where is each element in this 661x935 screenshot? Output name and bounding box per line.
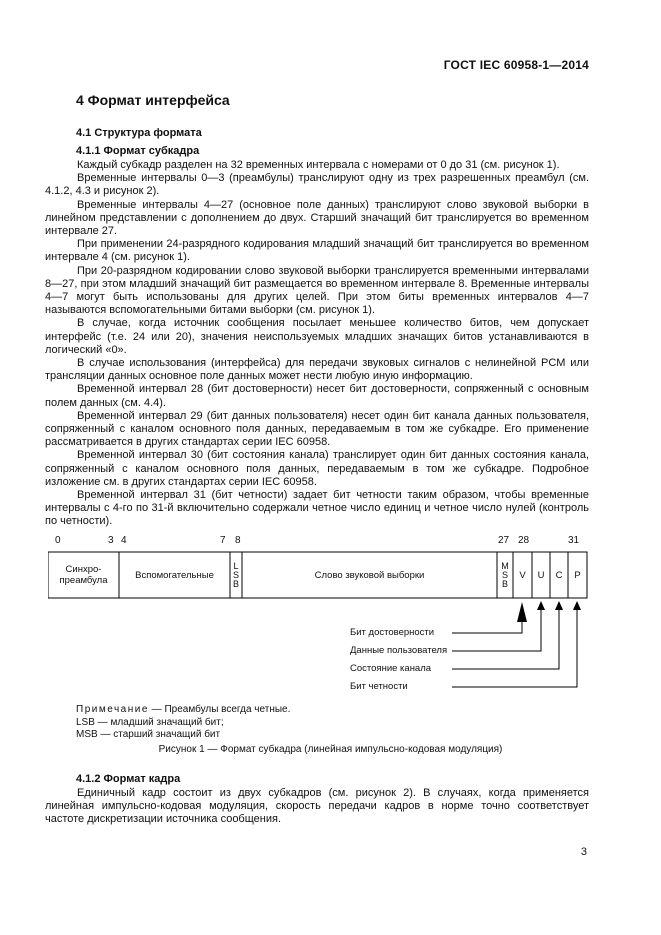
body-text [45, 159, 589, 529]
page-number: 3 [580, 846, 587, 858]
bit-number: 28 [518, 535, 530, 546]
legend-validity: Бит достоверности [350, 627, 435, 638]
paragraph: Временной интервал 29 (бит данных пользователя) несет один бит канала данных пользователя, сопряженный с каналом основного поля данных, передаваемым в том же субкадре. Его применение рассматривается в других стандартах серии IEC 60958. [45, 409, 589, 449]
note-prefix: Примечание [76, 704, 149, 715]
note-line: MSB — старший значащий бит [76, 729, 221, 740]
paragraph: При 20-разрядном кодировании слово звуковой выборки транслируется временными интервалами 8—27, при этом младший значащий бит размещается во временном интервале 8. Временные интервалы 4—7 могут быть использованы для других целей. При этом биты временных интервалов 4—7 называются вспомогательными битами выборки (см. рисунок 1). [45, 264, 589, 317]
document-header: ГОСТ IEC 60958-1—2014 [443, 58, 589, 72]
bit-number: 31 [568, 535, 580, 546]
figure-caption: Рисунок 1 — Формат субкадра (линейная импульсно-кодовая модуляция) [158, 744, 503, 755]
paragraph: Временные интервалы 4—27 (основное поле данных) транслируют слово звуковой выборки в линейном представлении с дополнением до двух. Старший значащий бит транслируется во временном интервале 27. [45, 198, 589, 238]
figure-note [76, 704, 290, 742]
validity-bit-field: V [519, 569, 526, 581]
paragraph: В случае использования (интерфейса) для передачи звуковых сигналов с нелинейной PCM или трансляции данных основное поле данных может нести любую иную информацию. [45, 357, 589, 383]
sync-preamble-field: Синхро- преамбула [59, 564, 108, 586]
msb-field [497, 552, 513, 598]
paragraph: Временной интервал 28 (бит достоверности) несет бит достоверности, сопряженный с основным полем данных (см. 4.4). [45, 383, 589, 409]
bit-number: 0 [55, 535, 61, 546]
section-title: 4 Формат интерфейса [76, 92, 230, 108]
bit-number: 3 [108, 535, 114, 546]
audio-sample-field: Слово звуковой выборки [314, 569, 425, 581]
bit-number: 8 [235, 535, 241, 546]
legend-user-data: Данные пользователя [350, 645, 448, 656]
user-data-bit-field: U [537, 569, 545, 581]
paragraph: В случае, когда источник сообщения посылает меньшее количество битов, чем допускает интерфейс (т.е. 24 или 20), значения неиспользуемых младших значащих битов устанавливаются в логический «0». [45, 317, 589, 356]
msb-letter: M [501, 560, 509, 571]
legend-channel-status: Состояние канала [350, 663, 432, 674]
subsection-title: 4.1 Структура формата [76, 127, 202, 139]
paragraph: Временные интервалы 0—3 (преамбулы) транслируют одну из трех разрешенных преамбул (см. 4.1.2, 4.3 и рисунок 2). [45, 172, 589, 198]
channel-status-bit-field: C [555, 569, 563, 581]
paragraph: Временной интервал 30 (бит состояния канала) транслирует один бит данных состояния канала, сопряженный с каналом основного поля данных, передаваемым в том же субкадре. Подробное изложение см. в других стандартах серии IEC 60958. [45, 449, 589, 488]
lsb-letter: B [232, 578, 239, 589]
paragraph: При применении 24-разрядного кодирования младший значащий бит транслируется во временном интервале 4 (см. рисунок 1). [45, 238, 589, 264]
bit-number: 7 [220, 535, 226, 546]
auxiliary-field: Вспомогательные [135, 569, 214, 581]
parity-bit-field: P [574, 569, 581, 581]
paragraph: Единичный кадр состоит из двух субкадров (см. рисунок 2). В случаях, когда применяется линейная импульсно-кодовая модуляция, скорость передачи кадров в норме точно соответствует частоте дискретизации источника сообщения. [45, 787, 589, 826]
msb-letter: S [501, 569, 508, 580]
lsb-letter: L [233, 560, 239, 571]
bit-number: 27 [498, 535, 510, 546]
body-text [45, 787, 589, 827]
paragraph: Временной интервал 31 (бит четности) задает бит четности таким образом, чтобы временные интервалы с 4-го по 31-й включительно содержали четное число единиц и четное число нулей (контроль по четности). [45, 489, 589, 528]
paragraph: Каждый субкадр разделен на 32 временных интервала с номерами от 0 до 31 (см. рисунок 1). [77, 159, 560, 171]
msb-letter: B [501, 578, 508, 589]
lsb-field [230, 552, 242, 598]
subsubsection-title: 4.1.2 Формат кадра [76, 773, 181, 785]
subsubsection-title: 4.1.1 Формат субкадра [76, 145, 200, 157]
bit-number: 4 [121, 535, 127, 546]
subframe-diagram [48, 535, 588, 710]
legend-parity: Бит четности [350, 681, 408, 692]
note-line: — Преамбулы всегда четные. [148, 704, 291, 715]
lsb-letter: S [232, 569, 239, 580]
note-line: LSB — младший значащий бит; [76, 716, 224, 728]
